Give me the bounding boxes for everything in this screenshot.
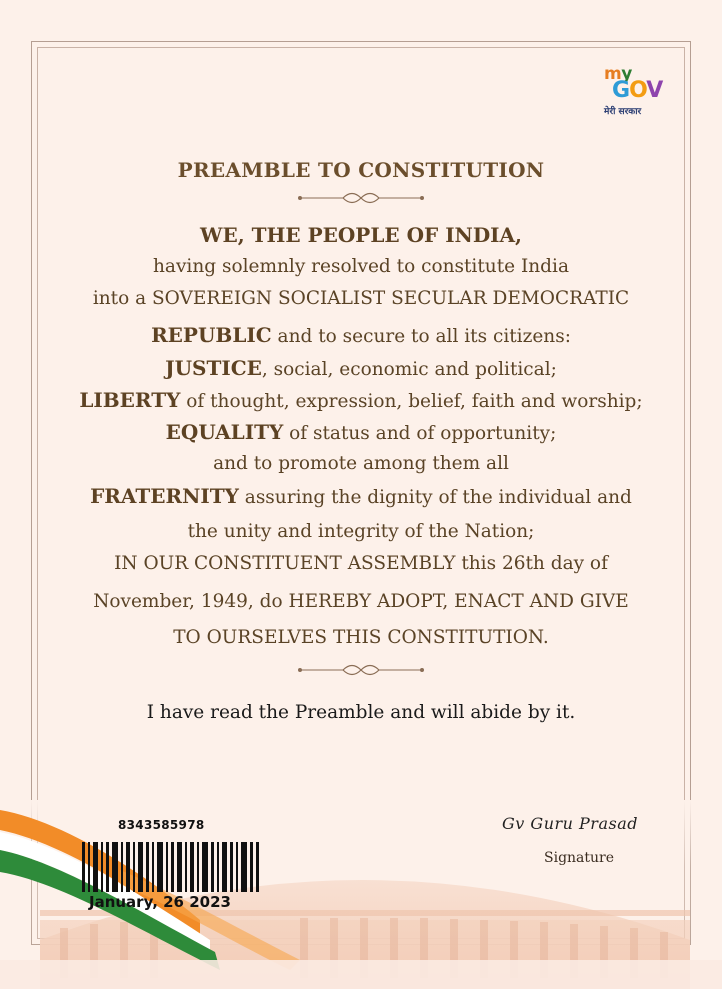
preamble-line-1: having solemnly resolved to constitute India [153, 256, 569, 277]
preamble-line-3-text: and to secure to all its citizens: [271, 326, 571, 347]
keyword-justice: JUSTICE [165, 356, 262, 380]
phone-number: 8343585978 [118, 818, 205, 832]
logo-gov: GOV [612, 78, 663, 103]
date-stamp: January, 26 2023 [89, 893, 231, 911]
preamble-line-12: TO OURSELVES THIS CONSTITUTION. [173, 627, 549, 648]
signature-name: Gv Guru Prasad [502, 814, 638, 833]
document-title: PREAMBLE TO CONSTITUTION [177, 158, 545, 182]
logo-my: my [604, 64, 632, 84]
preamble-line-6 [0, 420, 722, 444]
preamble-line-4 [0, 356, 722, 380]
preamble-line-5 [0, 388, 722, 412]
preamble-line-8-text: assuring the dignity of the individual and [238, 487, 632, 508]
keyword-fraternity: FRATERNITY [90, 484, 239, 508]
ornament-divider-top [297, 191, 425, 205]
keyword-republic: REPUBLIC [151, 323, 272, 347]
pledge-statement: I have read the Preamble and will abide by it. [146, 702, 576, 723]
preamble-line-10: IN OUR CONSTITUENT ASSEMBLY this 26th day of [114, 553, 608, 574]
preamble-line-2: into a SOVEREIGN SOCIALIST SECULAR DEMOCRATIC [92, 288, 630, 309]
preamble-line-4-text: , social, economic and political; [261, 359, 557, 380]
preamble-line-5-text: of thought, expression, belief, faith and worship; [180, 391, 643, 412]
keyword-equality: EQUALITY [165, 420, 284, 444]
preamble-line-9: the unity and integrity of the Nation; [187, 521, 535, 542]
preamble-line-3 [0, 323, 722, 347]
mygov-logo [602, 66, 672, 122]
preamble-line-8 [0, 484, 722, 508]
barcode [80, 840, 260, 892]
preamble-line-11: November, 1949, do HEREBY ADOPT, ENACT AND GIVE [93, 591, 629, 612]
ornament-divider-bottom [297, 663, 425, 677]
preamble-line-7: and to promote among them all [213, 453, 509, 474]
preamble-heading: WE, THE PEOPLE OF INDIA, [199, 223, 523, 247]
signature-label: Signature [544, 850, 615, 866]
preamble-line-6-text: of status and of opportunity; [283, 423, 557, 444]
logo-tagline: मेरी सरकार [604, 107, 642, 117]
keyword-liberty: LIBERTY [79, 388, 181, 412]
